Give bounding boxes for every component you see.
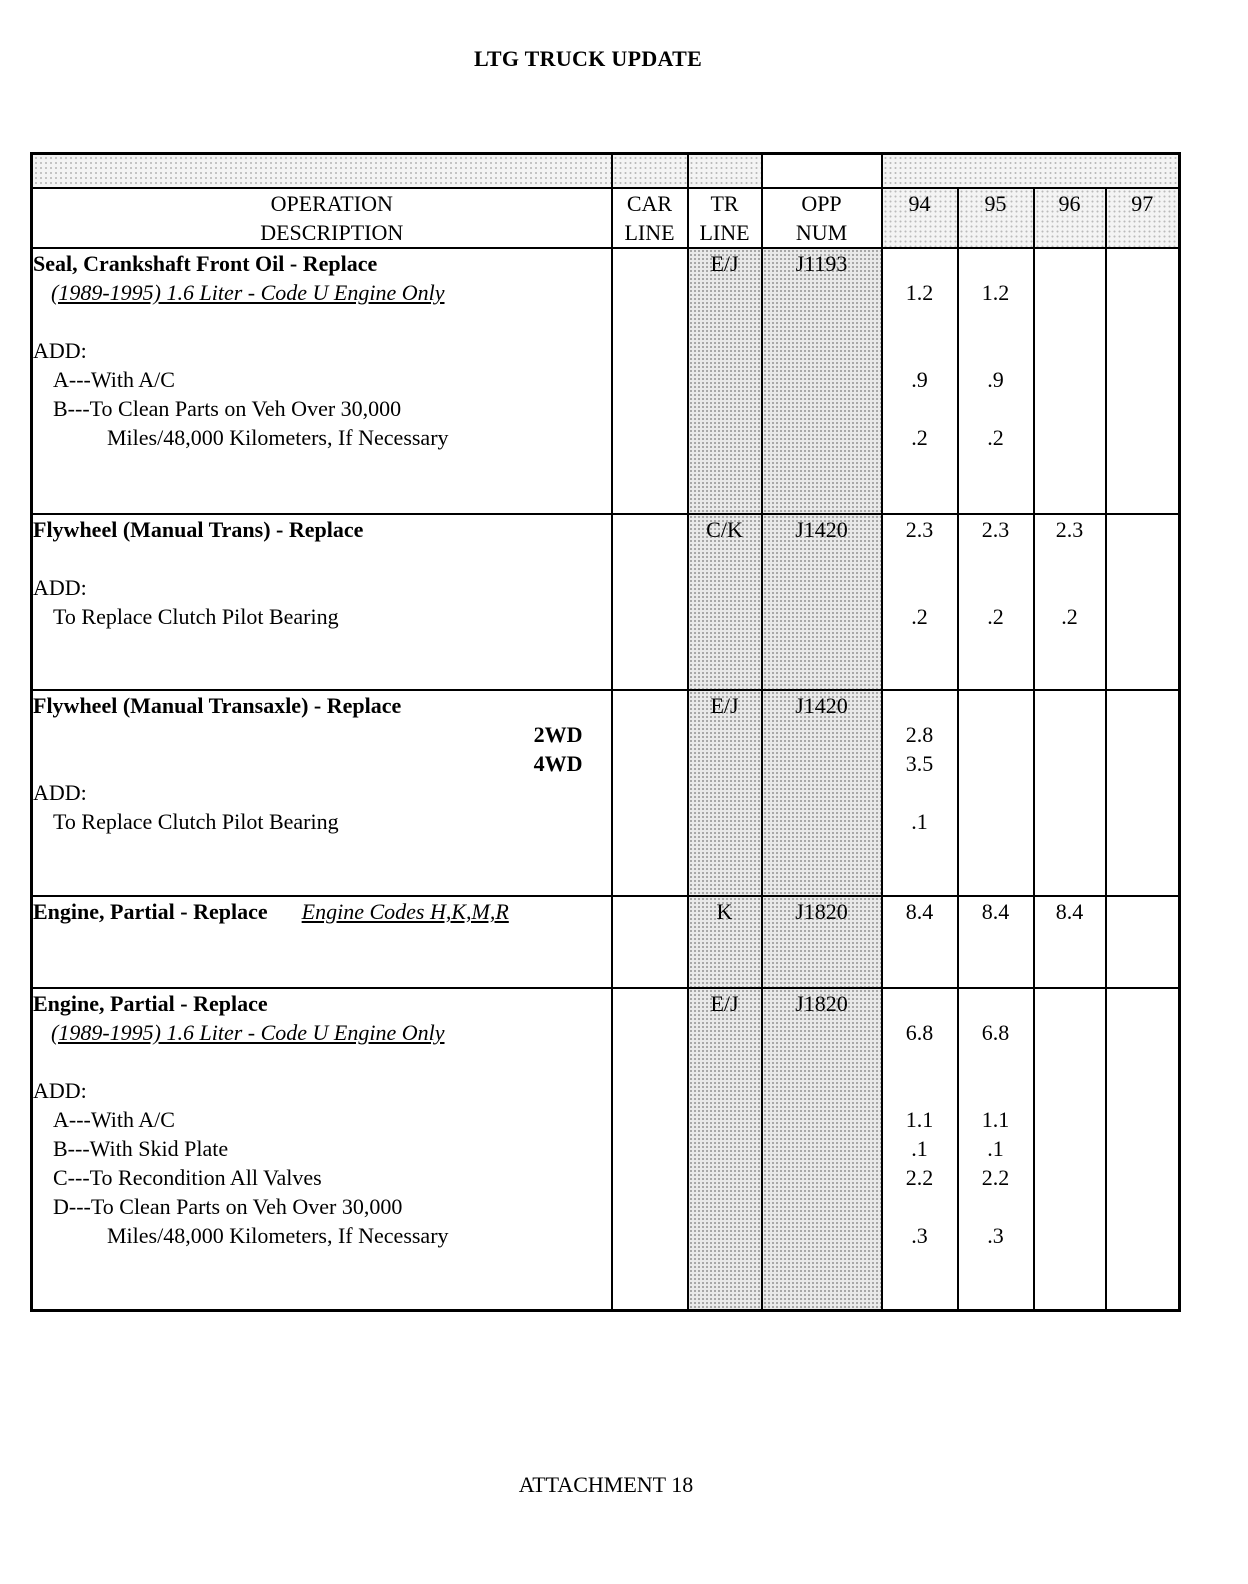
year-97-values xyxy=(1106,248,1180,514)
header-year-96: 96 xyxy=(1034,188,1106,248)
opp-num-cell: J1820 xyxy=(762,896,882,988)
operation-description: Engine, Partial - Replace (1989-1995) 1.6 Liter - Code U Engine Only ADD: A---With A/C B---With Skid Plate C---To Recondition All Valves D---To Clean Parts on Veh Over 30,000 Miles/48,000 Kilometers, If Necessary xyxy=(32,988,612,1310)
operation-description: Flywheel (Manual Trans) - Replace ADD: To Replace Clutch Pilot Bearing xyxy=(32,514,612,690)
attachment-label: ATTACHMENT 18 xyxy=(518,1472,694,1497)
year-97-values xyxy=(1106,896,1180,988)
operation-description: Seal, Crankshaft Front Oil - Replace (1989-1995) 1.6 Liter - Code U Engine Only ADD: A---With A/C B---To Clean Parts on Veh Over 30,000 Miles/48,000 Kilometers, If Necessary xyxy=(32,248,612,514)
tr-line-cell: E/J xyxy=(688,248,762,514)
car-line-cell xyxy=(612,896,688,988)
opp-num-cell: J1193 xyxy=(762,248,882,514)
year-96-values xyxy=(1034,690,1106,896)
header-opp-num: OPP NUM xyxy=(762,188,882,248)
table-top-band xyxy=(32,154,1180,189)
year-96-values: 8.4 xyxy=(1034,896,1106,988)
opp-num-cell: J1420 xyxy=(762,514,882,690)
header-operation-description: OPERATION DESCRIPTION xyxy=(32,188,612,248)
year-94-values: 2.3 .2 xyxy=(882,514,958,690)
year-95-values: 6.8 1.1 .1 2.2 .3 xyxy=(958,988,1034,1310)
table-row xyxy=(32,896,1180,988)
table-row xyxy=(32,514,1180,690)
model-year-band xyxy=(882,154,1180,189)
car-line-cell xyxy=(612,988,688,1310)
year-96-values: 2.3 .2 xyxy=(1034,514,1106,690)
tr-line-cell: E/J xyxy=(688,988,762,1310)
car-line-cell xyxy=(612,514,688,690)
header-row xyxy=(32,188,1180,248)
year-96-values xyxy=(1034,248,1106,514)
year-96-values xyxy=(1034,988,1106,1310)
opp-num-cell: J1820 xyxy=(762,988,882,1310)
tr-line-cell: K xyxy=(688,896,762,988)
header-year-94: 94 xyxy=(882,188,958,248)
tr-line-cell: C/K xyxy=(688,514,762,690)
table-row xyxy=(32,988,1180,1310)
year-95-values: 1.2 .9 .2 xyxy=(958,248,1034,514)
year-97-values xyxy=(1106,514,1180,690)
year-94-values: 6.8 1.1 .1 2.2 .3 xyxy=(882,988,958,1310)
year-97-values xyxy=(1106,690,1180,896)
table-row xyxy=(32,248,1180,514)
year-94-values: 2.8 3.5 .1 xyxy=(882,690,958,896)
table-row xyxy=(32,690,1180,896)
labor-time-table xyxy=(30,152,1181,1312)
tr-line-cell: E/J xyxy=(688,690,762,896)
year-94-values: 8.4 xyxy=(882,896,958,988)
year-95-values: 8.4 xyxy=(958,896,1034,988)
header-car-line: CAR LINE xyxy=(612,188,688,248)
year-95-values: 2.3 .2 xyxy=(958,514,1034,690)
operation-description: Flywheel (Manual Transaxle) - Replace 2WD 4WD ADD: To Replace Clutch Pilot Bearing xyxy=(32,690,612,896)
header-year-95: 95 xyxy=(958,188,1034,248)
year-95-values xyxy=(958,690,1034,896)
car-line-cell xyxy=(612,248,688,514)
opp-num-cell: J1420 xyxy=(762,690,882,896)
operation-description: Engine, Partial - Replace Engine Codes H,K,M,R xyxy=(32,896,612,988)
header-year-97: 97 xyxy=(1106,188,1180,248)
page-title: LTG TRUCK UPDATE xyxy=(473,46,703,71)
year-97-values xyxy=(1106,988,1180,1310)
year-94-values: 1.2 .9 .2 xyxy=(882,248,958,514)
header-tr-line: TR LINE xyxy=(688,188,762,248)
car-line-cell xyxy=(612,690,688,896)
